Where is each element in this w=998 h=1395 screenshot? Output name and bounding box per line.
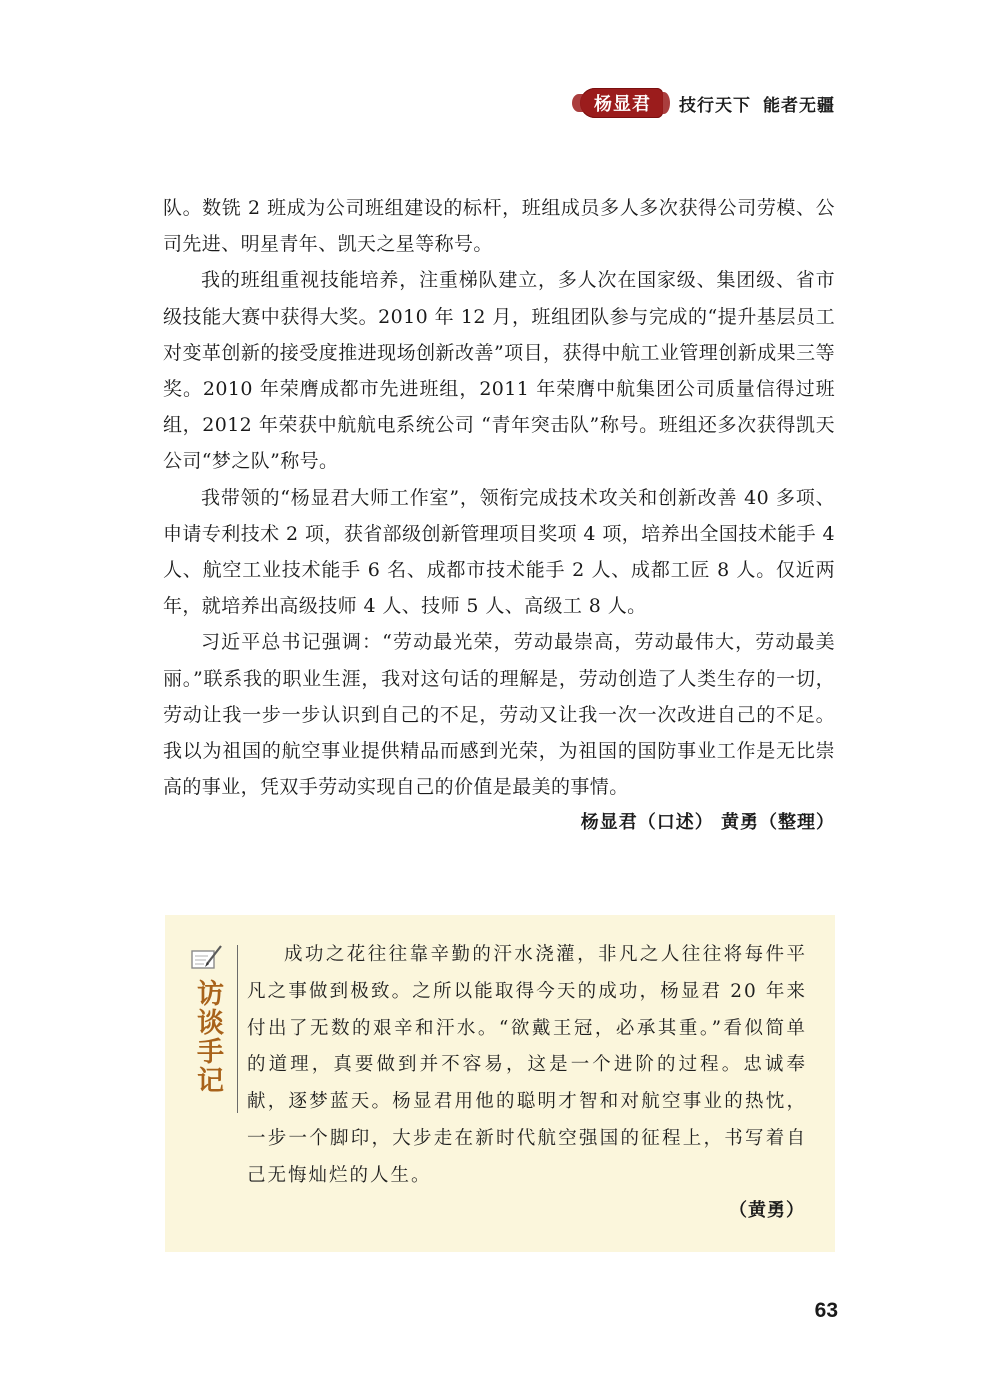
vertical-divider — [237, 945, 238, 1113]
interview-note-title: 访谈手记 — [192, 979, 223, 1095]
paragraph-4: 习近平总书记强调：“劳动最光荣，劳动最崇高，劳动最伟大，劳动最美丽。”联系我的职业生涯，我对这句话的理解是，劳动创造了人类生存的一切，劳动让我一步一步认识到自己的不足，劳动又让我一次一次改进自己的不足。我以为祖国的航空事业提供精品而感到光荣，为祖国的国防事业工作是无比崇高的事业，凭双手劳动实现自己的价值是最美的事情。 — [163, 631, 835, 799]
header-motto — [679, 91, 835, 116]
interview-note-text: 成功之花往往靠辛勤的汗水浇灌，非凡之人往往将每件平凡之事做到极致。之所以能取得今天的成功，杨显君 20 年来付出了无数的艰辛和汗水。“欲戴王冠，必承其重。”看似简单的道理，真要做到并不容易，这是一个进阶的过程。忠诚奉献，逐梦蓝天。杨显君用他的聪明才智和对航空事业的热忱，一步一个脚印，大步走在新时代航空强国的征程上，书写着自己无悔灿烂的人生。 — [247, 944, 807, 1186]
interview-note-body — [247, 937, 807, 1195]
motto-part-1: 技行天下 — [679, 95, 751, 116]
interview-note-signature: （黄勇） — [729, 1200, 805, 1221]
page-number: 63 — [814, 1299, 838, 1322]
paragraph-2: 我的班组重视技能培养，注重梯队建立，多人次在国家级、集团级、省市级技能大赛中获得大奖。2010 年 12 月，班组团队参与完成的“提升基层员工对变革创新的接受度推进现场创新改善”项目，获得中航工业管理创新成果三等奖。2010 年荣膺成都市先进班组，2011 年荣膺中航集团公司质量信得过班组，2012 年荣获中航航电系统公司 “青年突击队”称号。班组还多次获得凯天公司“梦之队”称号。 — [163, 269, 835, 473]
paragraph-1: 队。数铣 2 班成为公司班组建设的标杆，班组成员多人多次获得公司劳模、公司先进、明星青年、凯天之星等称号。 — [163, 197, 835, 256]
running-header — [580, 84, 835, 122]
pen-and-paper-icon — [190, 943, 224, 971]
byline: 杨显君（口述） 黄勇（整理） — [580, 812, 835, 834]
paragraph-3: 我带领的“杨显君大师工作室”，领衔完成技术攻关和创新改善 40 多项、申请专利技术 2 项，获省部级创新管理项目奖项 4 项，培养出全国技术能手 4 人、航空工业技术能手 6 名、成都市技术能手 2 人、成都工匠 8 人。仅近两年，就培养出高级技师 4 人、技师 5 人、高级工 8 人。 — [163, 486, 835, 618]
interview-note-box — [165, 915, 835, 1252]
seal-name: 杨显君 — [594, 94, 651, 115]
interview-note-sidebar — [185, 943, 229, 1095]
motto-part-2: 能者无疆 — [763, 95, 835, 116]
name-seal — [580, 88, 663, 118]
main-article — [163, 190, 835, 839]
